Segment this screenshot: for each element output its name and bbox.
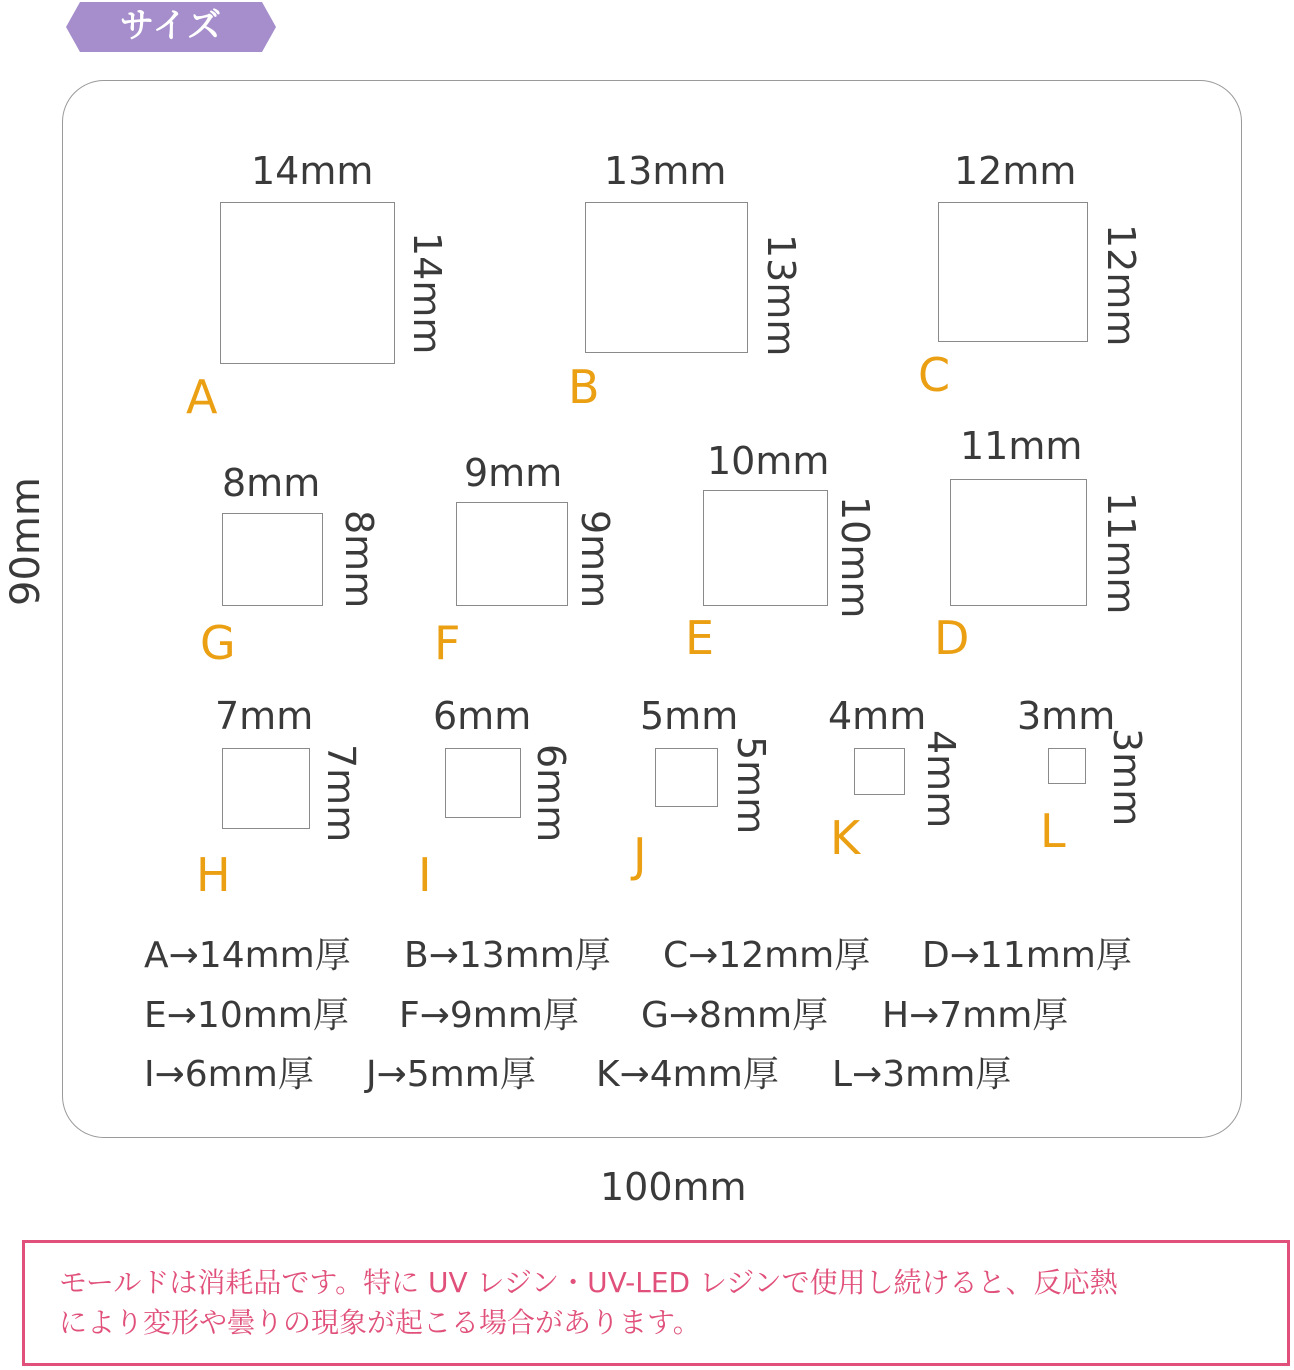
legend-item: F→9mm厚 xyxy=(399,995,579,1036)
mold-i-height-label: 6mm xyxy=(529,744,573,843)
mold-k-width-label: 4mm xyxy=(828,694,927,738)
mold-e-square xyxy=(703,490,828,606)
legend-item: K→4mm厚 xyxy=(596,1054,779,1095)
plate-height-label: 90mm xyxy=(3,477,49,606)
mold-j-width-label: 5mm xyxy=(640,694,739,738)
mold-c-letter: C xyxy=(918,348,951,402)
mold-k-square xyxy=(854,748,905,795)
size-badge xyxy=(66,2,276,52)
mold-b-height-label: 13mm xyxy=(759,234,803,357)
legend-item: J→5mm厚 xyxy=(366,1054,536,1095)
legend-item: A→14mm厚 xyxy=(144,935,351,976)
mold-d-height-label: 11mm xyxy=(1099,492,1143,615)
mold-i-square xyxy=(445,748,521,818)
mold-d-letter: D xyxy=(934,611,970,665)
notice-line-1: モールドは消耗品です。特に UV レジン・UV-LED レジンで使用し続けると、反応熱 xyxy=(59,1266,1118,1299)
legend-item: C→12mm厚 xyxy=(663,935,871,976)
mold-j-letter: J xyxy=(633,828,647,882)
mold-e-height-label: 10mm xyxy=(833,496,877,619)
notice-line-2: により変形や曇りの現象が起こる場合があります。 xyxy=(59,1306,701,1339)
mold-d-width-label: 11mm xyxy=(960,424,1083,468)
mold-f-height-label: 9mm xyxy=(573,510,617,609)
mold-h-square xyxy=(222,748,310,829)
legend-item: G→8mm厚 xyxy=(641,995,829,1036)
mold-f-letter: F xyxy=(434,616,461,670)
mold-f-width-label: 9mm xyxy=(464,451,563,495)
legend-item: E→10mm厚 xyxy=(144,995,349,1036)
mold-l-square xyxy=(1048,748,1086,784)
legend-item: L→3mm厚 xyxy=(832,1054,1012,1095)
legend-item: B→13mm厚 xyxy=(404,935,611,976)
mold-g-height-label: 8mm xyxy=(337,510,381,609)
mold-l-width-label: 3mm xyxy=(1017,694,1116,738)
mold-a-letter: A xyxy=(186,370,218,424)
mold-h-width-label: 7mm xyxy=(215,694,314,738)
mold-a-square xyxy=(220,202,395,364)
mold-b-width-label: 13mm xyxy=(604,149,727,193)
mold-c-width-label: 12mm xyxy=(954,149,1077,193)
mold-j-square xyxy=(655,748,718,807)
mold-h-height-label: 7mm xyxy=(319,744,363,843)
mold-c-square xyxy=(938,202,1088,342)
mold-b-square xyxy=(585,202,748,353)
mold-f-square xyxy=(456,502,568,606)
mold-k-letter: K xyxy=(830,811,861,865)
mold-l-height-label: 3mm xyxy=(1105,728,1149,827)
mold-j-height-label: 5mm xyxy=(729,736,773,835)
mold-e-width-label: 10mm xyxy=(707,439,830,483)
mold-d-square xyxy=(950,479,1087,606)
mold-i-width-label: 6mm xyxy=(433,694,532,738)
mold-h-letter: H xyxy=(196,848,231,902)
plate-width-label: 100mm xyxy=(600,1165,747,1209)
mold-g-width-label: 8mm xyxy=(222,461,321,505)
mold-a-width-label: 14mm xyxy=(251,149,374,193)
mold-g-letter: G xyxy=(200,616,236,670)
legend-item: H→7mm厚 xyxy=(882,995,1069,1036)
badge-label: サイズ xyxy=(119,6,223,46)
mold-g-square xyxy=(222,513,323,606)
legend-item: D→11mm厚 xyxy=(922,935,1132,976)
legend-item: I→6mm厚 xyxy=(144,1054,314,1095)
mold-b-letter: B xyxy=(568,360,600,414)
mold-i-letter: I xyxy=(418,848,432,902)
mold-a-height-label: 14mm xyxy=(405,232,449,355)
mold-c-height-label: 12mm xyxy=(1099,224,1143,347)
mold-l-letter: L xyxy=(1040,804,1066,858)
notice-box xyxy=(22,1240,1290,1366)
mold-k-height-label: 4mm xyxy=(919,730,963,829)
mold-e-letter: E xyxy=(685,611,715,665)
